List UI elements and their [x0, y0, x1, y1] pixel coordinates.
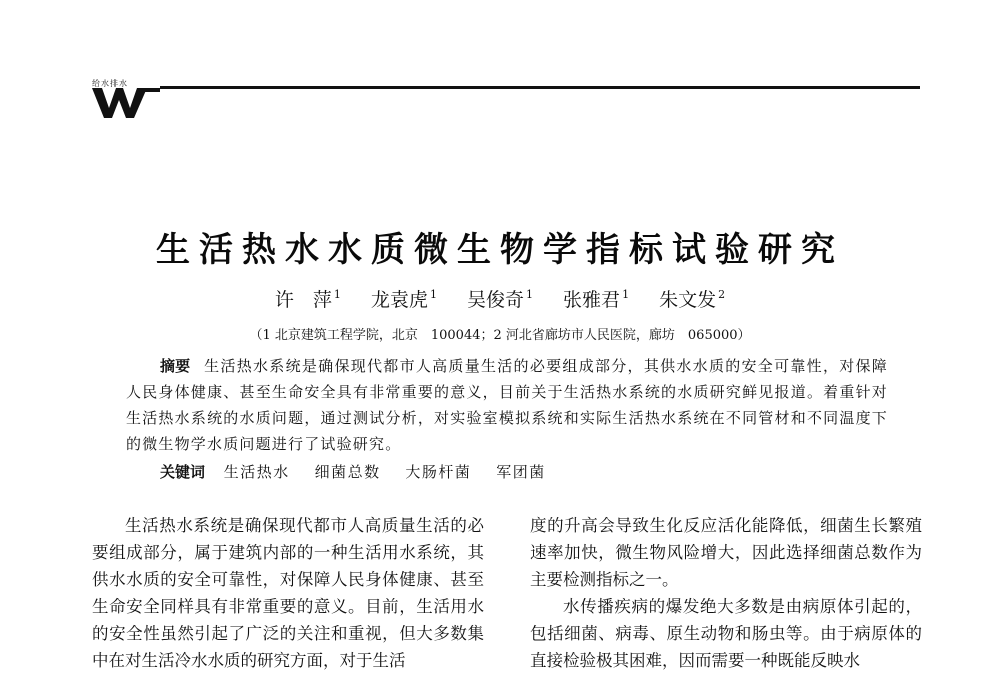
keyword: 生活热水 [223, 463, 290, 481]
author-list [0, 285, 1000, 312]
author [371, 289, 437, 311]
body-column-right [530, 512, 922, 674]
abstract-text: 生活热水系统是确保现代都市人高质量生活的必要组成部分，其供水水质的安全可靠性，对保障人民身体健康、甚至生命安全具有非常重要的意义，目前关于生活热水系统的水质研究鲜见报道。着重针对生活热水系统的水质问题，通过测试分析，对实验室模拟系统和实际生活热水系统在不同管材和不同温度下的微生物学水质问题进行了试验研究。 [126, 357, 888, 453]
journal-logo [92, 78, 162, 122]
author [563, 289, 629, 311]
author-name: 许 萍 [274, 289, 332, 311]
author-affiliation-mark: 1 [333, 288, 341, 301]
logo-small-text: 给水排水 [92, 79, 128, 88]
body-column-left [92, 512, 484, 674]
abstract-label: 摘要 [160, 357, 191, 375]
body-paragraph: 水传播疾病的爆发绝大多数是由病原体引起的，包括细菌、病毒、原生动物和肠虫等。由于病原体的直接检验极其困难，因而需要一种既能反映水 [530, 597, 922, 670]
journal-w-logo-icon [92, 88, 160, 118]
keyword: 大肠杆菌 [405, 463, 472, 481]
article-title: 生活热水水质微生物学指标试验研究 [156, 230, 844, 270]
keyword: 军团菌 [496, 463, 546, 481]
author-affiliation-mark: 1 [526, 288, 533, 301]
author-affiliation-mark: 2 [718, 288, 726, 301]
author-name: 张雅君 [563, 289, 621, 311]
affiliation-line: （1 北京建筑工程学院，北京 100044；2 河北省廊坊市人民医院，廊坊 065000） [249, 328, 751, 343]
author-name: 龙袁虎 [370, 289, 428, 311]
keyword: 细菌总数 [314, 463, 381, 481]
body-paragraph: 度的升高会导致生化反应活化能降低，细菌生长繁殖速率加快，微生物风险增大，因此选择细菌总数作为主要检测指标之一。 [530, 516, 922, 589]
keywords [160, 461, 566, 482]
header-rule [160, 86, 920, 89]
author-name: 吴俊奇 [466, 289, 524, 311]
body-paragraph: 生活热水系统是确保现代都市人高质量生活的必要组成部分，属于建筑内部的一种生活用水系统，其供水水质的安全可靠性，对保障人民身体健康、甚至生命安全同样具有非常重要的意义。目前，生活用水的安全性虽然引起了广泛的关注和重视，但大多数集中在对生活冷水水质的研究方面，对于生活 [92, 516, 484, 670]
keywords-label: 关键词 [160, 463, 206, 481]
author-affiliation-mark: 1 [622, 288, 630, 301]
abstract [126, 353, 888, 457]
author-affiliation-mark: 1 [429, 288, 437, 301]
author-name: 朱文发 [659, 289, 717, 311]
author [467, 289, 533, 311]
author [275, 289, 341, 311]
author [659, 289, 725, 311]
